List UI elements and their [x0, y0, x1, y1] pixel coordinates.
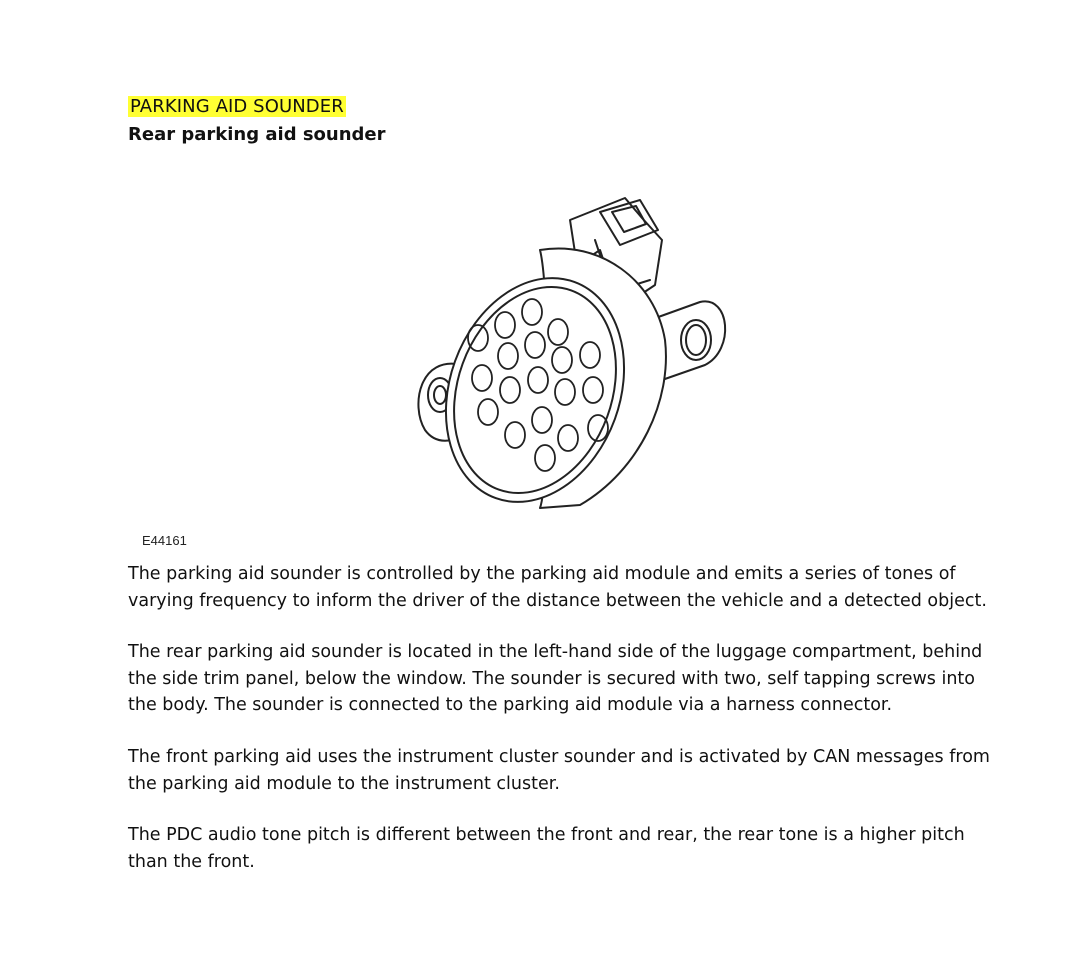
paragraph-2: The rear parking aid sounder is located in the left-hand side of the luggage compartment, behind the side trim panel, below the window. The sounder is secured with two, self tapping screws into the body. The sounder is connected to the parking aid module via a harness connector.: [128, 642, 983, 715]
sounder-illustration: [400, 190, 740, 520]
section-subtitle: Rear parking aid sounder: [128, 124, 386, 145]
figure-id-label: E44161: [142, 533, 187, 548]
section-title: PARKING AID SOUNDER: [130, 96, 344, 117]
paragraph-4: The PDC audio tone pitch is different between the front and rear, the rear tone is a higher pitch than the front.: [128, 825, 965, 872]
paragraph-1: The parking aid sounder is controlled by the parking aid module and emits a series of tones of varying frequency to inform the driver of the distance between the vehicle and a detected object.: [128, 564, 987, 611]
paragraph-3: The front parking aid uses the instrument cluster sounder and is activated by CAN messages from the parking aid module to the instrument cluster.: [128, 747, 990, 794]
